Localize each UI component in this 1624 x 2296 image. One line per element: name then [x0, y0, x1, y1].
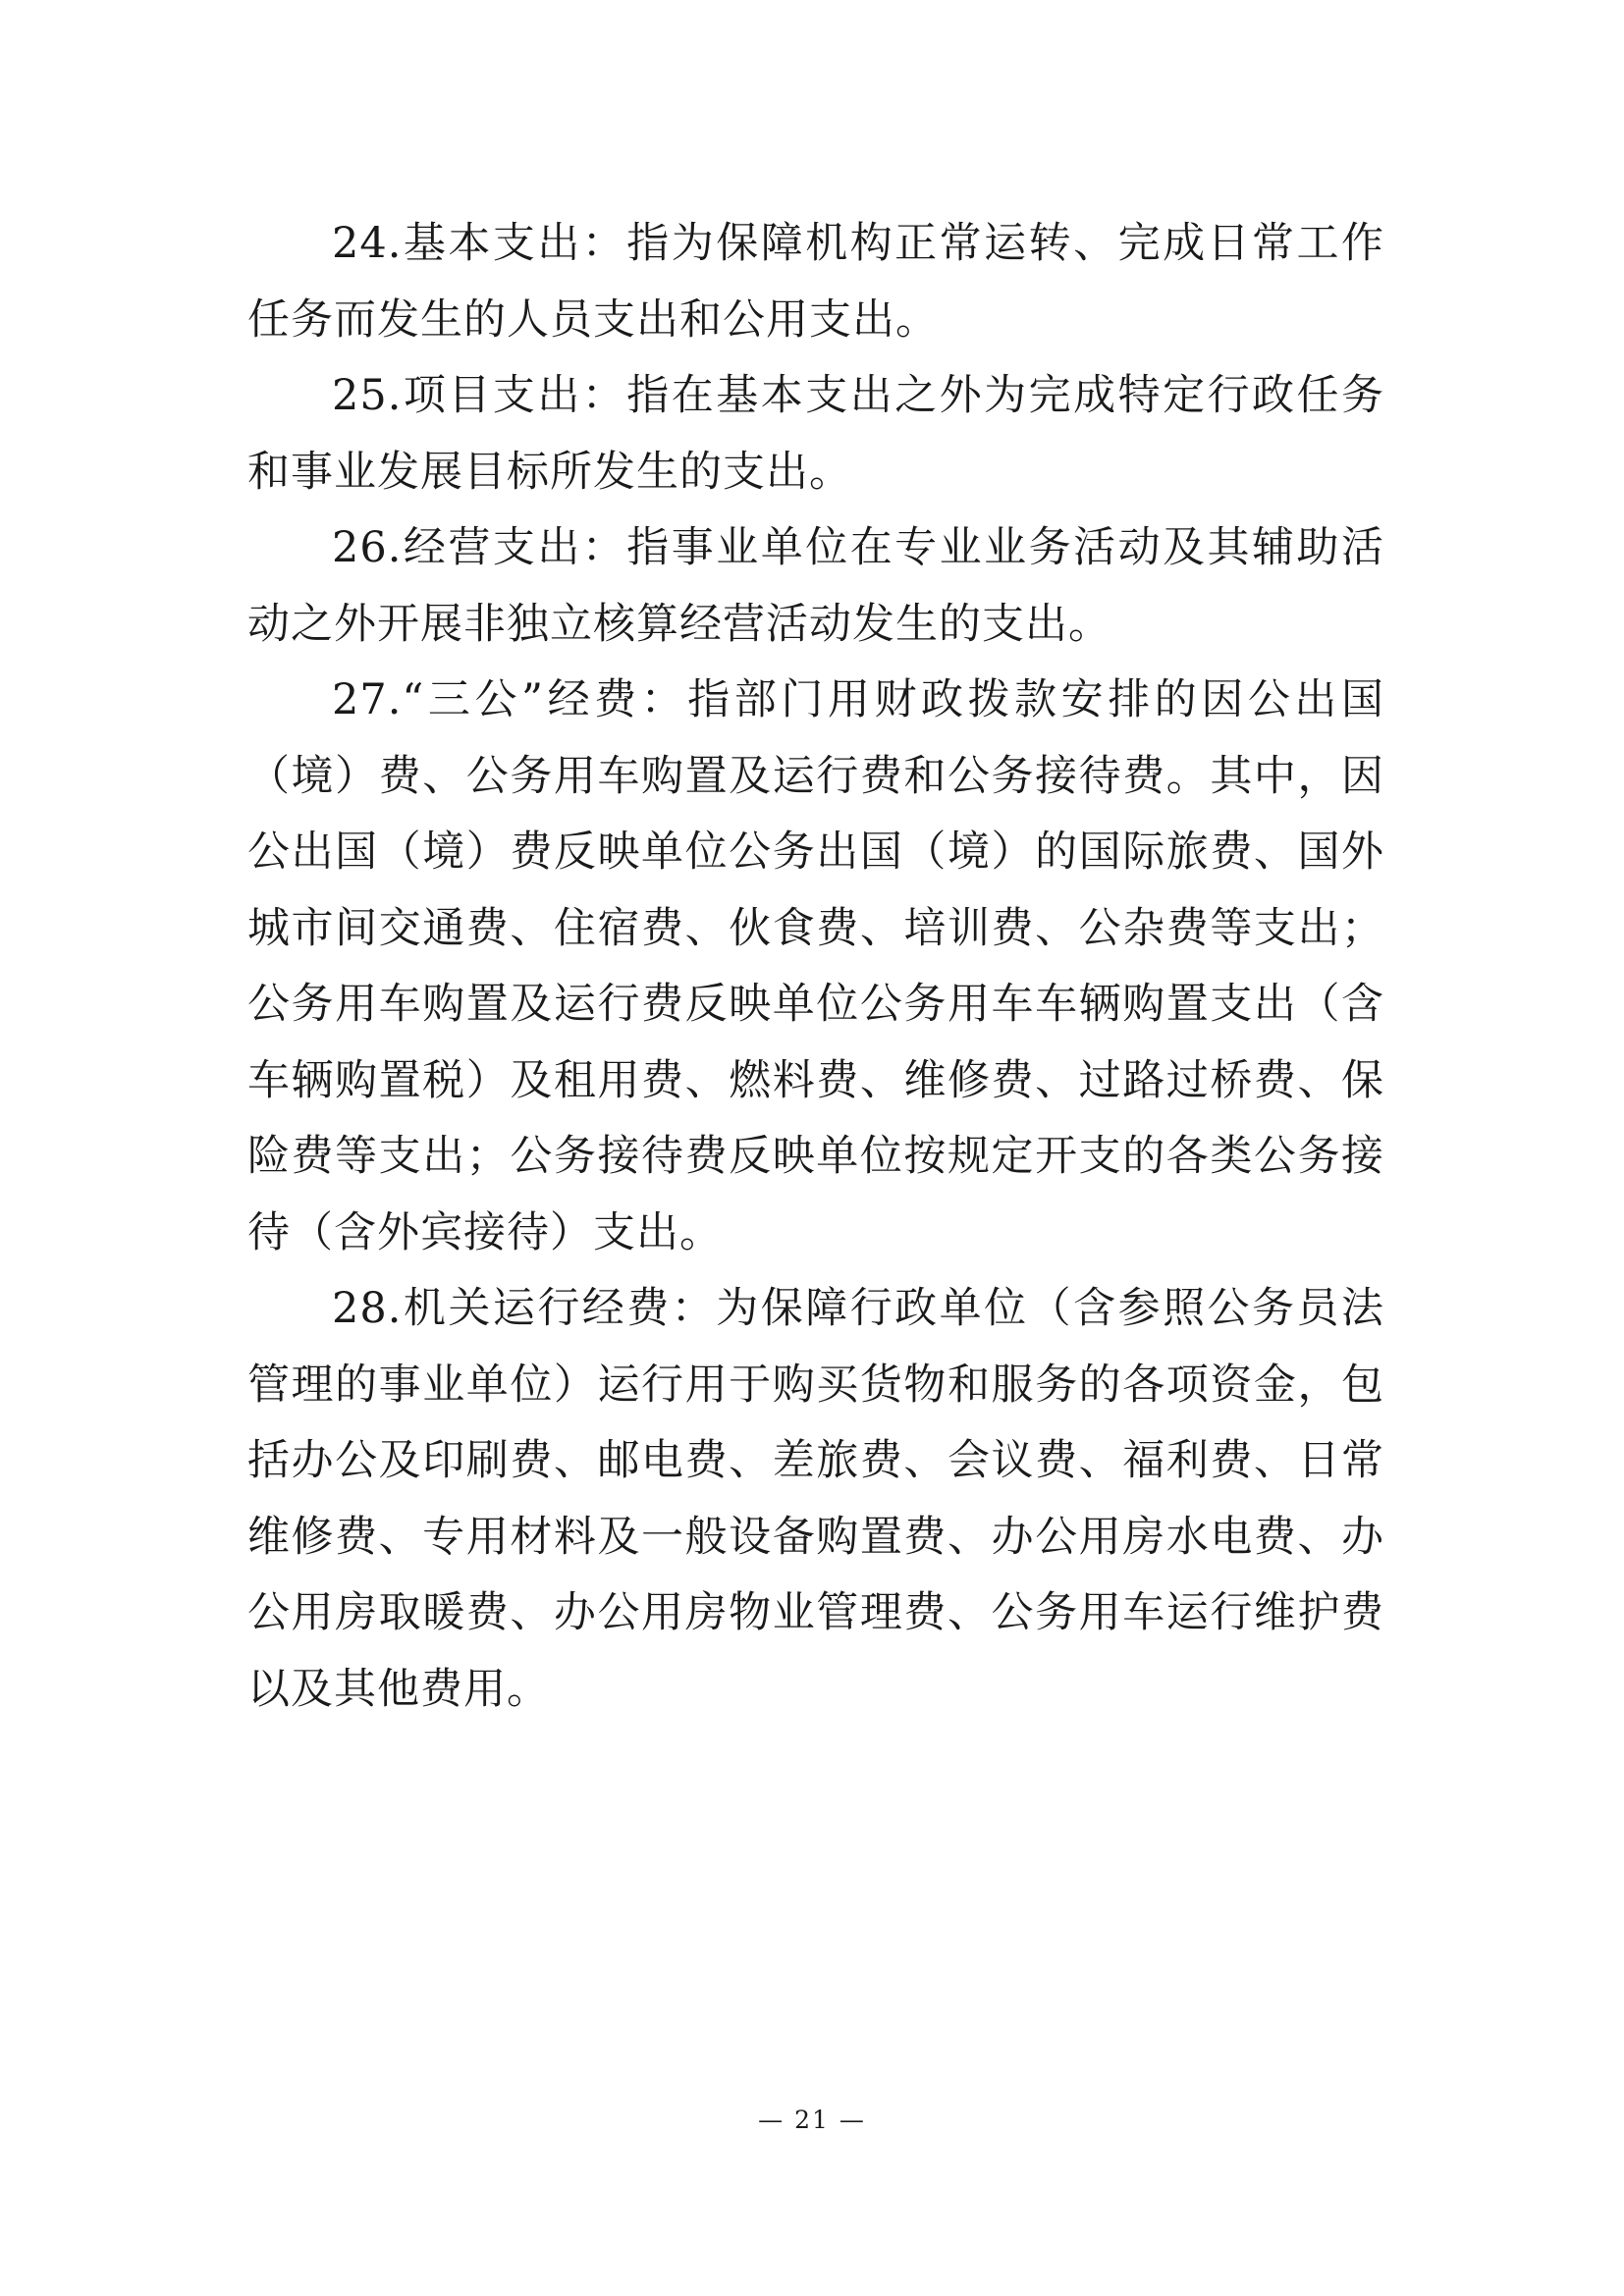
document-body — [247, 206, 1384, 1728]
page-number: — 21 — — [758, 2106, 866, 2134]
paragraph-25-project-expenditure: 25.项目支出：指在基本支出之外为完成特定行政任务和事业发展目标所发生的支出。 — [247, 371, 1384, 497]
paragraph-24-basic-expenditure: 24.基本支出：指为保障机构正常运转、完成日常工作任务而发生的人员支出和公用支出。 — [247, 219, 1384, 345]
paragraph-27-three-public-expenses: 27.“三公”经费：指部门用财政拨款安排的因公出国（境）费、公务用车购置及运行费和公务接待费。其中，因公出国（境）费反映单位公务出国（境）的国际旅费、国外城市间交通费、住宿费、伙食费、培训费、公杂费等支出；公务用车购置及运行费反映单位公务用车车辆购置支出（含车辆购置税）及租用费、燃料费、维修费、过路过桥费、保险费等支出；公务接待费反映单位按规定开支的各类公务接待（含外宾接待）支出。 — [247, 675, 1384, 1257]
paragraph-28-agency-operating-expenses: 28.机关运行经费：为保障行政单位（含参照公务员法管理的事业单位）运行用于购买货物和服务的各项资金，包括办公及印刷费、邮电费、差旅费、会议费、福利费、日常维修费、专用材料及一般设备购置费、办公用房水电费、办公用房取暖费、办公用房物业管理费、公务用车运行维护费以及其他费用。 — [247, 1284, 1384, 1714]
paragraph-26-operating-expenditure: 26.经营支出：指事业单位在专业业务活动及其辅助活动之外开展非独立核算经营活动发生的支出。 — [247, 523, 1384, 649]
